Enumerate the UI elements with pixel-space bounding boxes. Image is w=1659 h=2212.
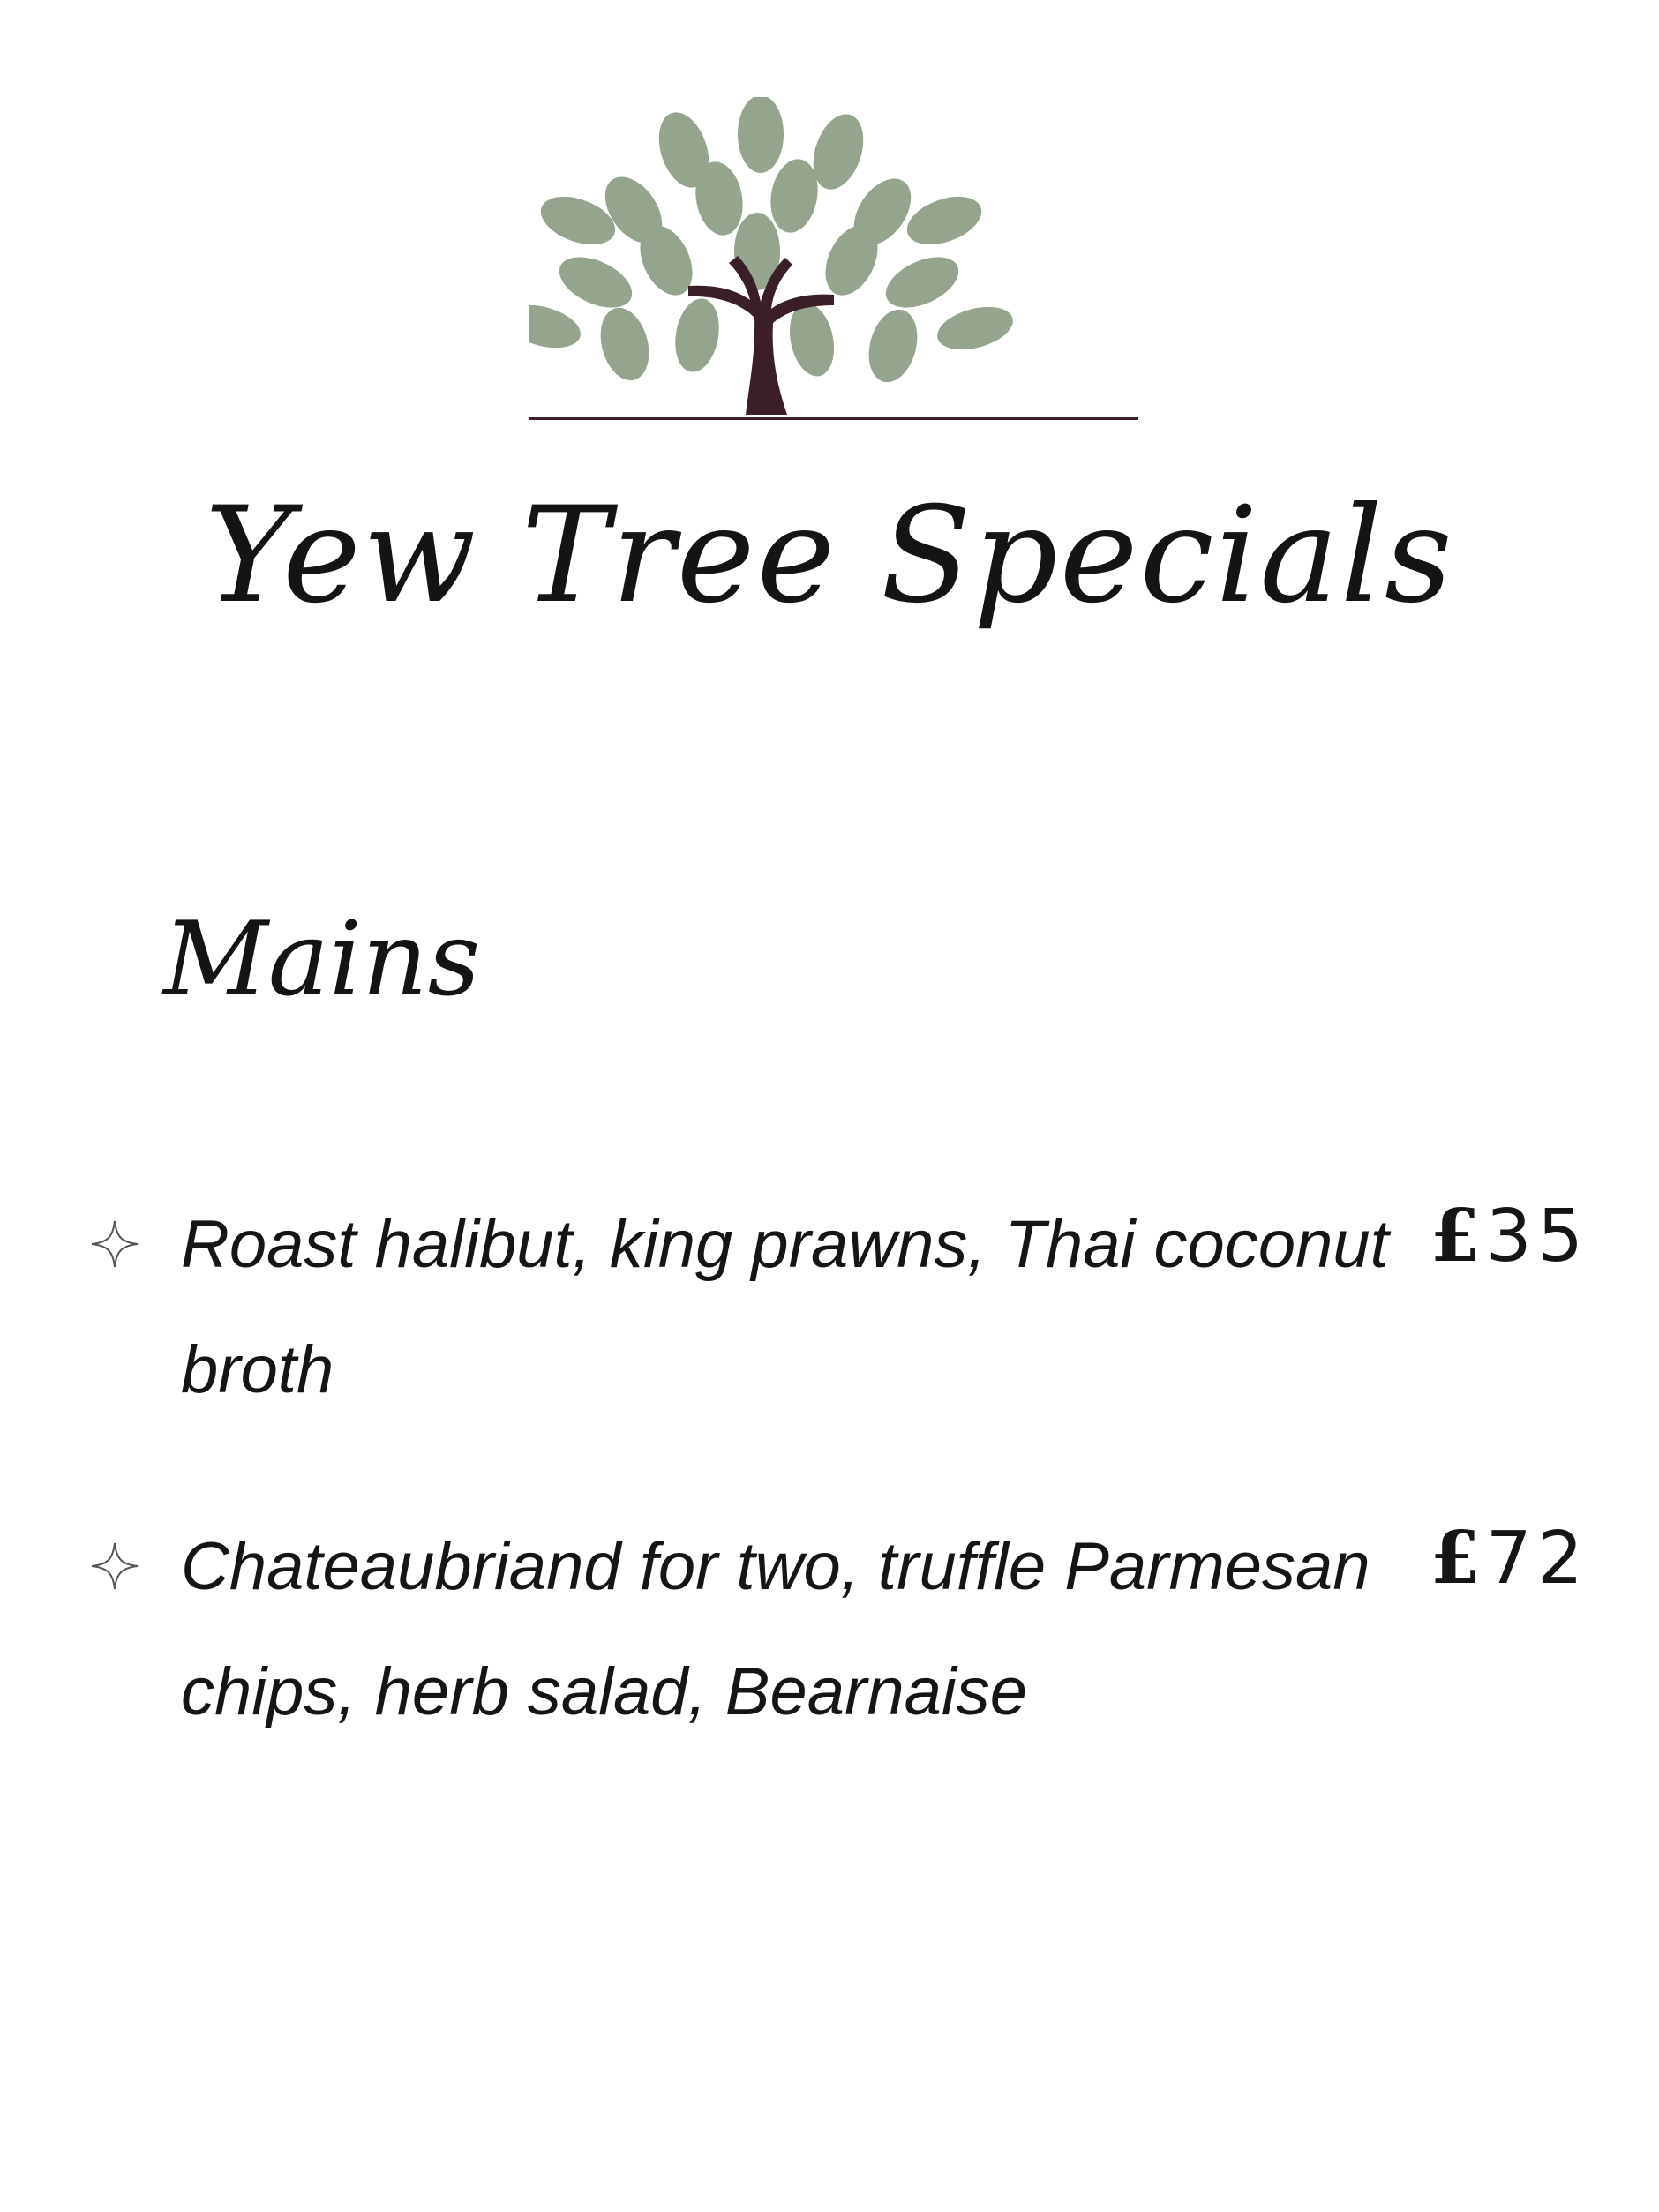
price-value: 72	[1485, 1517, 1588, 1601]
menu-item-description: Chateaubriand for two, truffle Parmesan chips, herb salad, Bearnaise	[181, 1529, 1370, 1729]
tree-icon	[529, 97, 1138, 432]
price-value: 35	[1485, 1195, 1588, 1278]
menu-item-price	[1430, 1516, 1588, 1601]
menu-item-description: Roast halibut, king prawns, Thai coconut broth	[181, 1207, 1389, 1407]
sparkle-icon	[88, 1540, 141, 1593]
section-heading-mains: Mains	[163, 900, 481, 1019]
currency-symbol: £	[1430, 1516, 1486, 1601]
sparkle-icon	[88, 1218, 141, 1271]
page-title: Yew Tree Specials	[205, 479, 1454, 633]
menu-item-price	[1430, 1194, 1588, 1278]
currency-symbol: £	[1430, 1194, 1486, 1278]
